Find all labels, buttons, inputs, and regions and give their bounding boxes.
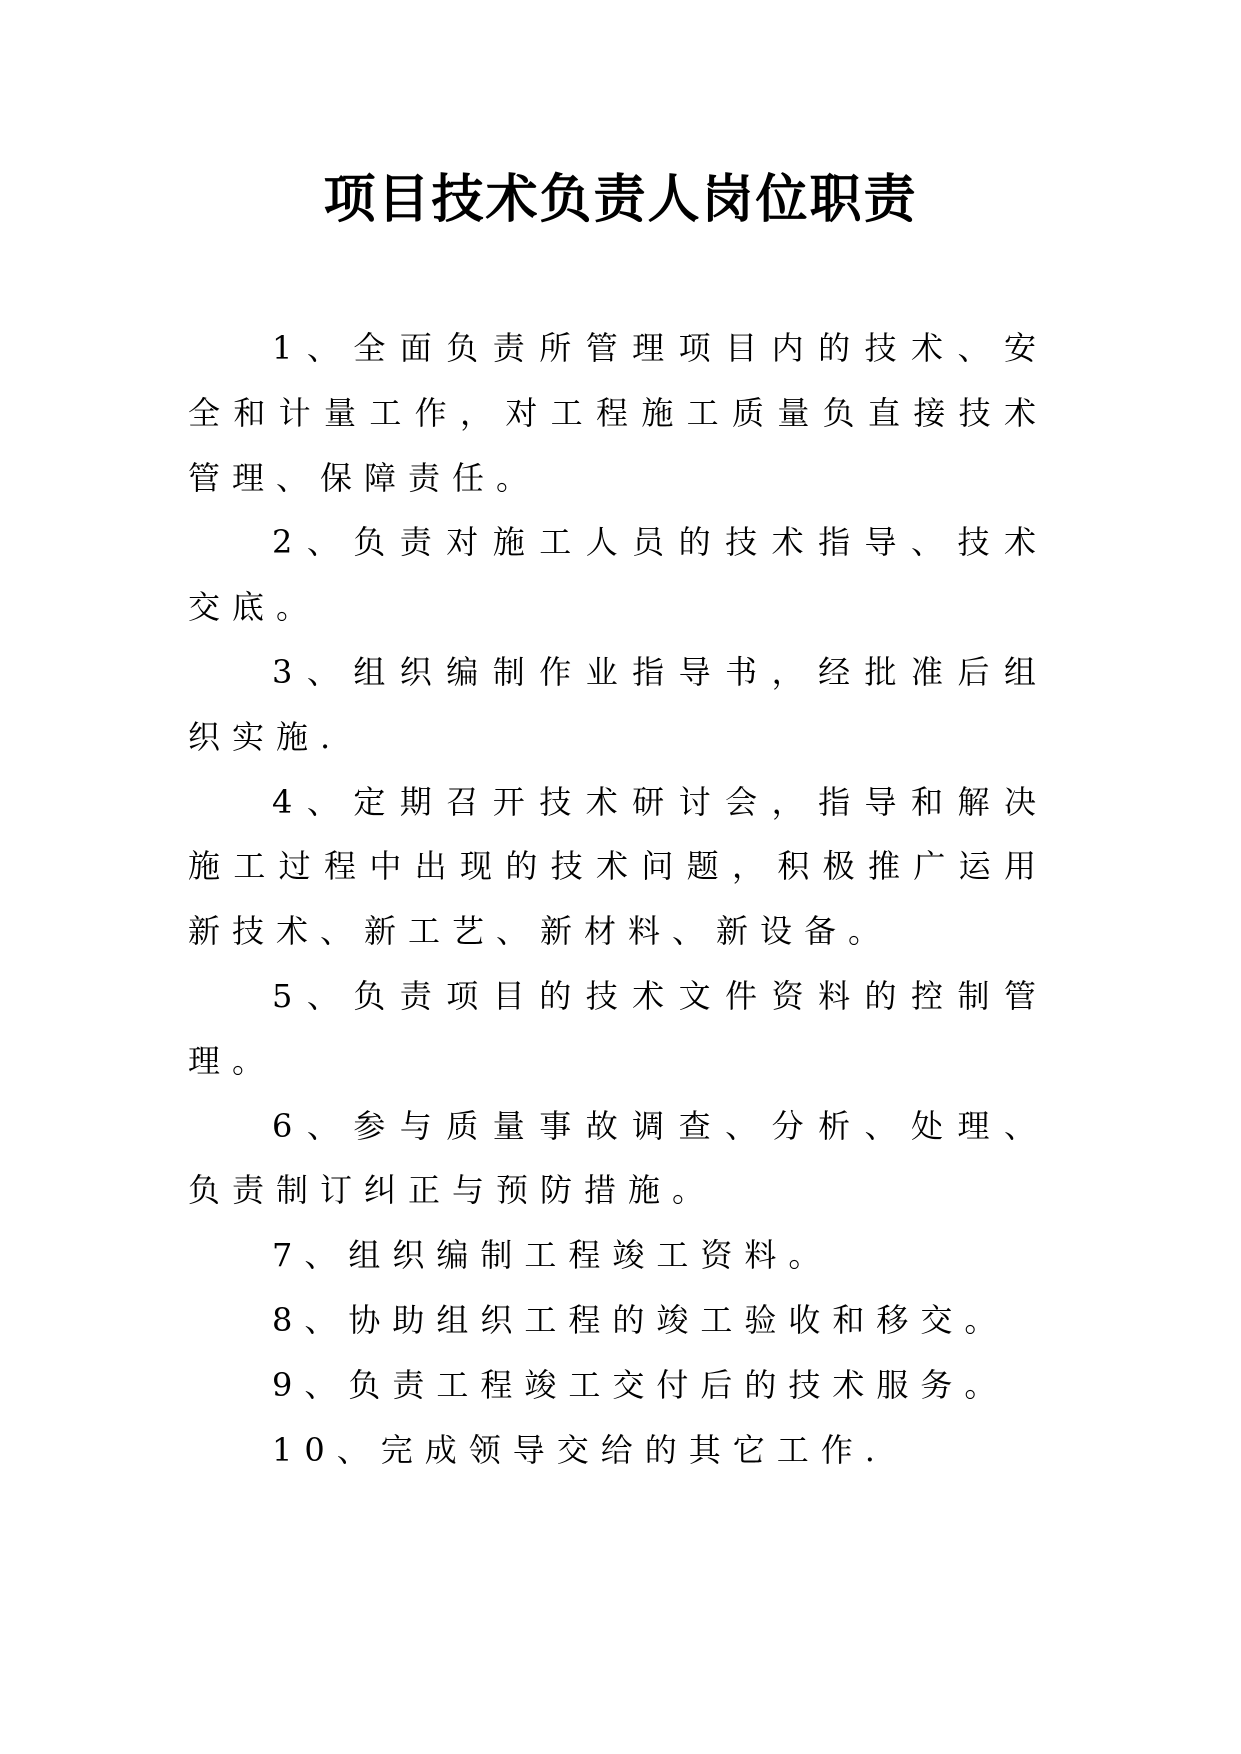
responsibility-item-10: 10、完成领导交给的其它工作. [272, 1430, 887, 1469]
responsibility-item-5: 5、负责项目的技术文件资料的控制管理。 [188, 976, 1048, 1080]
responsibility-list [188, 316, 1048, 1482]
responsibility-item-1: 1、全面负责所管理项目内的技术、安全和计量工作，对工程施工质量负直接技术管理、保障责任。 [188, 329, 1048, 497]
responsibility-item-7: 7、组织编制工程竣工资料。 [272, 1236, 833, 1275]
document-title: 项目技术负责人岗位职责 [323, 170, 918, 230]
responsibility-item-6: 6、参与质量事故调查、分析、处理、负责制订纠正与预防措施。 [188, 1106, 1048, 1210]
responsibility-item-9: 9、负责工程竣工交付后的技术服务。 [272, 1365, 1009, 1404]
responsibility-item-3: 3、组织编制作业指导书，经批准后组织实施. [188, 652, 1048, 756]
responsibility-item-4: 4、定期召开技术研讨会，指导和解决施工过程中出现的技术问题，积极推广运用新技术、新工艺、新材料、新设备。 [188, 782, 1048, 951]
responsibility-item-8: 8、协助组织工程的竣工验收和移交。 [272, 1300, 1009, 1339]
responsibility-item-2: 2、负责对施工人员的技术指导、技术交底。 [188, 523, 1048, 627]
